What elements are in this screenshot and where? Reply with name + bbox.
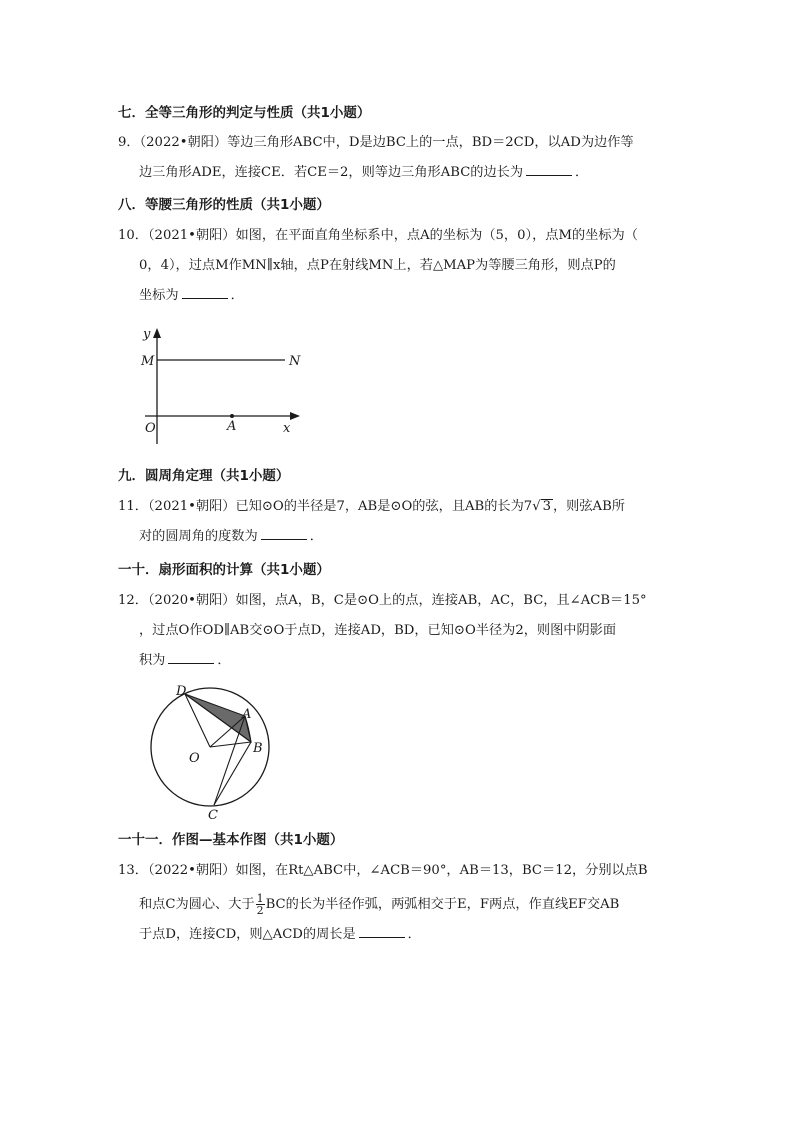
question-10 (118, 226, 678, 306)
q13-line-2 (118, 892, 678, 917)
label-x: x (283, 421, 291, 436)
q13-line-2-text: 和点C为圆心、大于 (139, 897, 255, 912)
q10-line-3-end: ． (230, 288, 244, 303)
label-m: M (141, 354, 155, 369)
point-a (230, 414, 234, 418)
answer-blank (168, 651, 214, 664)
y-axis-arrow (153, 328, 161, 338)
q9-line-1: 9．（2022•朝阳）等边三角形ABC中，D是边BC上的一点，BD＝2CD，以AD为边作等 (118, 135, 634, 150)
sqrt-value: 3 (542, 499, 551, 514)
q12-line-3-end: ． (217, 653, 231, 668)
label-b: B (253, 741, 263, 756)
section-title-10: 一十．扇形面积的计算（共1小题） (118, 562, 330, 578)
q9-line-2-end: ． (575, 165, 589, 180)
fraction-numerator: 1 (256, 892, 264, 905)
q11-line-1-end: ，则弦AB所 (553, 499, 625, 514)
label-o: O (145, 421, 156, 436)
q12-line-1: 12．（2020•朝阳）如图，点A，B，C是⊙O上的点，连接AB，AC，BC，且∠ACB＝15° (118, 593, 647, 608)
label-o: O (189, 751, 200, 766)
q12-line-2: ，过点O作OD∥AB交⊙O于点D，连接AD，BD，已知⊙O半径为2，则图中阴影面 (139, 623, 617, 638)
q10-line-3-text: 坐标为 (139, 288, 179, 303)
fraction-denominator: 2 (256, 904, 264, 917)
label-d: D (176, 684, 187, 699)
section-title-11: 一十一．作图—基本作图（共1小题） (118, 832, 344, 848)
q13-line-3 (118, 925, 678, 945)
q11-line-2 (118, 527, 678, 547)
answer-blank (261, 527, 307, 540)
segment-ob (210, 742, 251, 747)
section-title-8: 八．等腰三角形的性质（共1小题） (118, 197, 330, 213)
answer-blank (526, 163, 572, 176)
q9-line-2 (118, 163, 678, 183)
x-axis-arrow (290, 412, 300, 420)
q13-line-3-end: ． (407, 927, 421, 942)
q10-line-3 (118, 286, 678, 306)
q10-line-1: 10．（2021•朝阳）如图，在平面直角坐标系中，点A的坐标为（5，0），点M的坐标为（ (118, 228, 638, 243)
q11-line-2-end: ． (309, 529, 323, 544)
label-a: A (227, 419, 237, 434)
q12-line-3 (118, 651, 678, 671)
section-title-7: 七．全等三角形的判定与性质（共1小题） (118, 105, 371, 121)
figure-circle (135, 680, 275, 825)
fraction-half (256, 893, 265, 916)
q13-line-1: 13．（2022•朝阳）如图，在Rt△ABC中，∠ACB＝90°，AB＝13，BC＝12，分别以点B (118, 863, 648, 878)
q12-line-3-text: 积为 (139, 653, 166, 668)
q11-line-2-text: 对的圆周角的度数为 (139, 529, 258, 544)
question-13 (118, 861, 678, 945)
q11-line-1: 11．（2021•朝阳）已知⊙O的半径是7，AB是⊙O的弦，且AB的长为7√ 3 ，则弦AB所 (118, 499, 625, 514)
question-11 (118, 497, 678, 547)
label-n: N (289, 354, 301, 369)
q10-line-2: 0，4），过点M作MN∥x轴，点P在射线MN上，若△MAP为等腰三角形，则点P的 (139, 258, 616, 273)
figure-coordinate-plane (135, 322, 310, 452)
label-y: y (143, 327, 151, 342)
q13-line-2-end: BC的长为半径作弧，两弧相交于E，F两点，作直线EF交AB (265, 897, 620, 912)
section-title-9: 九．圆周角定理（共1小题） (118, 468, 290, 484)
answer-blank (182, 286, 228, 299)
question-12 (118, 591, 678, 671)
q9-line-2-text: 边三角形ADE，连接CE．若CE＝2，则等边三角形ABC的边长为 (139, 165, 524, 180)
label-c: C (208, 808, 218, 823)
q13-line-3-text: 于点D，连接CD，则△ACD的周长是 (139, 927, 356, 942)
question-9 (118, 133, 678, 183)
q11-line-1-text: 11．（2021•朝阳）已知⊙O的半径是7，AB是⊙O的弦，且AB的长为7 (118, 499, 533, 514)
label-a: A (242, 707, 252, 722)
answer-blank (359, 925, 405, 938)
